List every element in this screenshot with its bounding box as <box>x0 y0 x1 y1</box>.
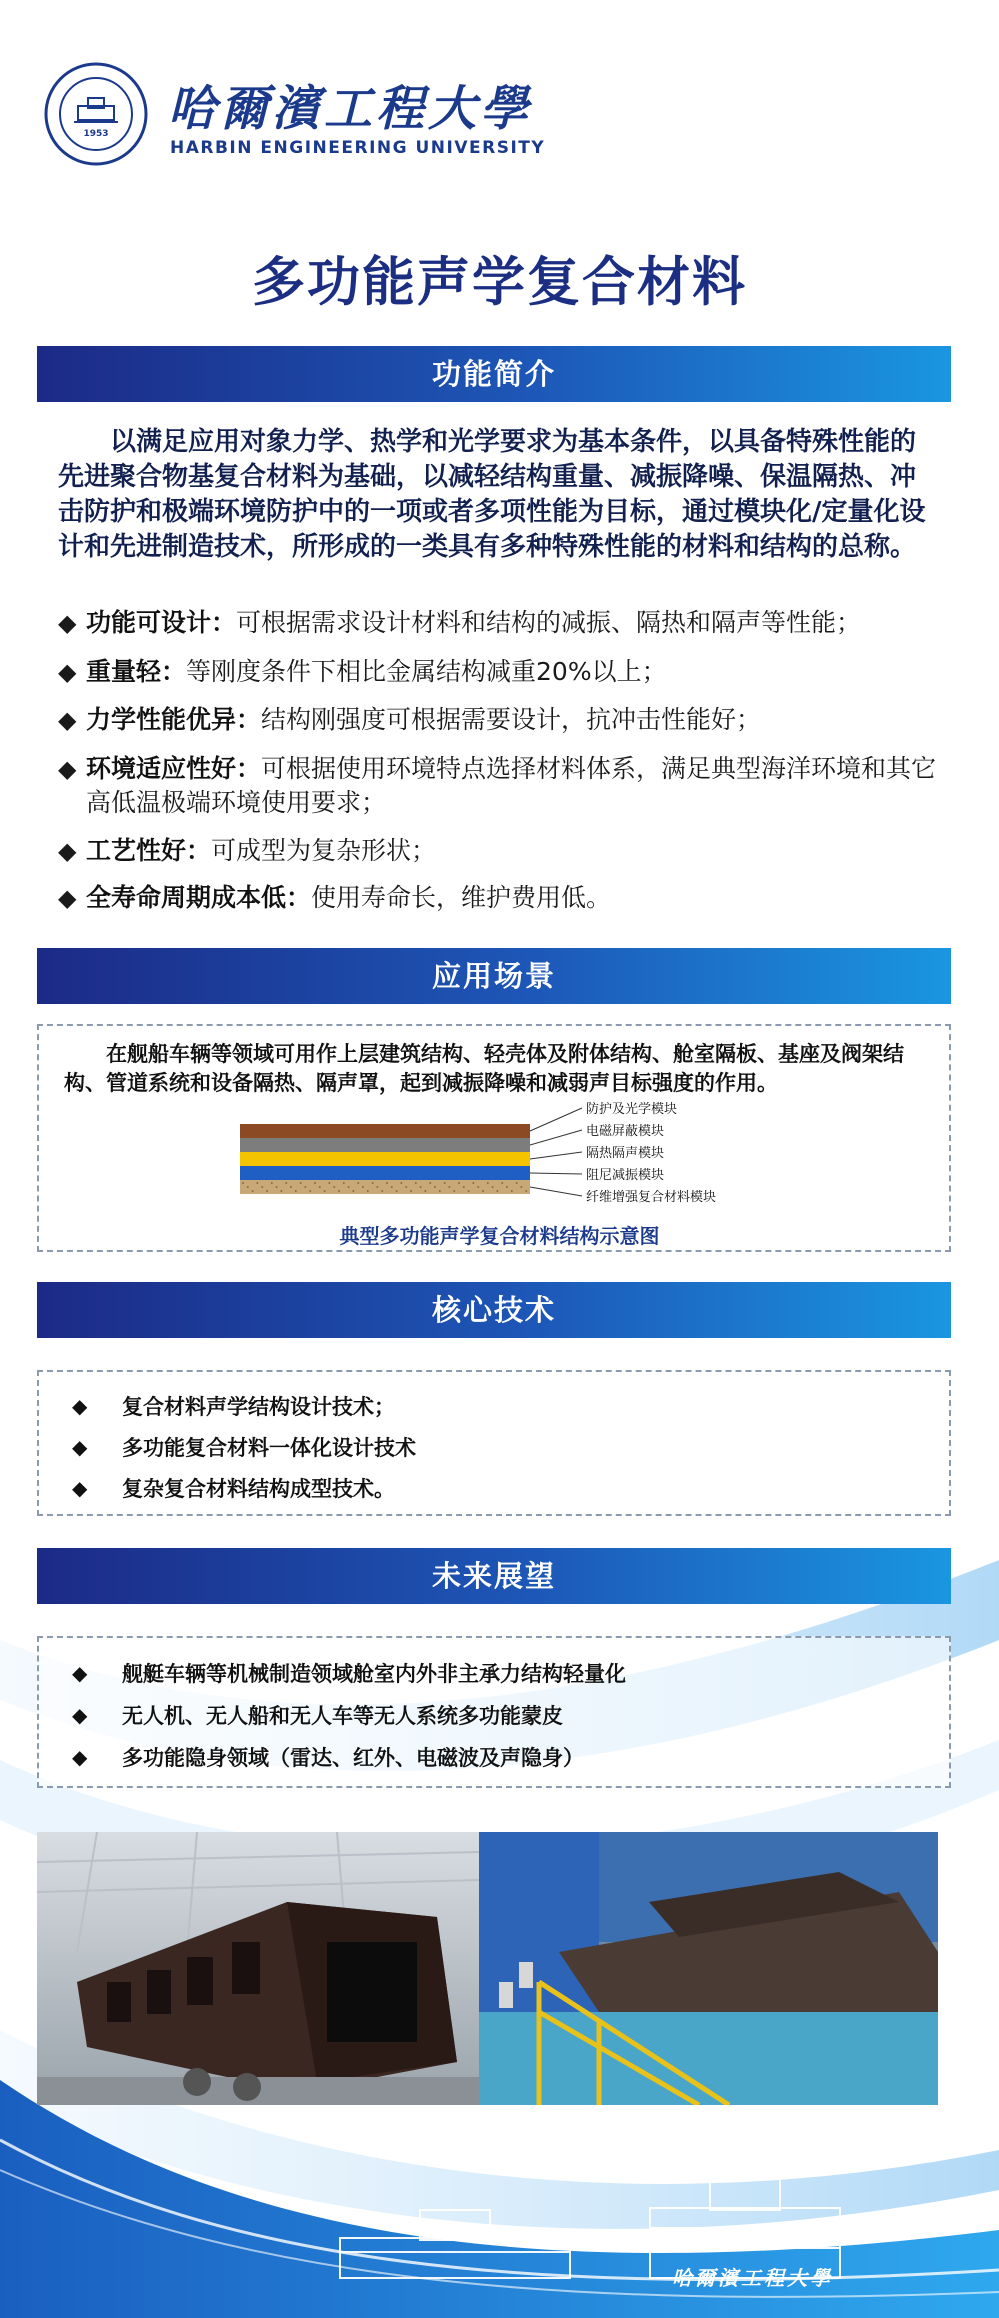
diamond-bullet-icon: ◆ <box>58 609 77 637</box>
future-item-text: 舰艇车辆等机械制造领域舱室内外非主承力结构轻量化 <box>122 1662 626 1686</box>
fiber-texture-dot <box>511 1190 513 1192</box>
future-item-text: 多功能隐身领域（雷达、红外、电磁波及声隐身） <box>122 1746 584 1770</box>
fiber-texture-dot <box>357 1182 359 1184</box>
fiber-texture-dot <box>300 1182 302 1184</box>
diamond-bullet-icon: ◆ <box>72 1476 88 1500</box>
core-item-text: 复合材料声学结构设计技术； <box>122 1395 395 1419</box>
train-car-photo <box>37 1832 479 2105</box>
fiber-texture-dot <box>242 1182 244 1184</box>
feature-item <box>58 834 958 868</box>
fiber-texture-dot <box>319 1186 321 1188</box>
fiber-texture-dot <box>420 1186 422 1188</box>
application-paragraph: 在舰船车辆等领域可用作上层建筑结构、轻壳体及附体结构、舱室隔板、基座及阀架结构、管道系统和设备隔热、隔声罩，起到减振降噪和减弱声目标强度的作用。 <box>64 1042 904 1095</box>
fiber-texture-dot <box>434 1186 436 1188</box>
fiber-texture-dot <box>429 1182 431 1184</box>
layer-leader-line <box>530 1108 582 1131</box>
section-heading-intro: 功能简介 <box>37 346 951 402</box>
feature-item <box>58 752 958 820</box>
fiber-texture-dot <box>261 1186 263 1188</box>
fiber-texture-dot <box>391 1186 393 1188</box>
fiber-texture-dot <box>477 1186 479 1188</box>
fiber-texture-dot <box>372 1182 374 1184</box>
fiber-texture-dot <box>256 1182 258 1184</box>
fiber-texture-dot <box>496 1190 498 1192</box>
feature-text: 可根据需求设计材料和结构的减振、隔热和隔声等性能； <box>236 608 862 637</box>
fiber-texture-dot <box>386 1182 388 1184</box>
feature-label: 功能可设计： <box>86 608 237 637</box>
fiber-texture-dot <box>338 1190 340 1192</box>
core-item <box>72 1432 416 1462</box>
fiber-texture-dot <box>333 1186 335 1188</box>
layer-band <box>240 1166 530 1180</box>
fiber-texture-dot <box>439 1190 441 1192</box>
fiber-texture-dot <box>295 1190 297 1192</box>
fiber-texture-dot <box>520 1186 522 1188</box>
fiber-texture-dot <box>506 1186 508 1188</box>
core-item <box>72 1473 395 1503</box>
fiber-texture-dot <box>458 1182 460 1184</box>
fiber-texture-dot <box>252 1190 254 1192</box>
diamond-bullet-icon: ◆ <box>72 1745 88 1769</box>
fiber-texture-dot <box>343 1182 345 1184</box>
fiber-texture-dot <box>309 1190 311 1192</box>
feature-label: 重量轻： <box>86 657 187 686</box>
feature-item <box>58 606 958 640</box>
university-seal-icon <box>44 62 148 166</box>
university-name-cn: 哈爾濱工程大學 <box>168 81 533 137</box>
fiber-texture-dot <box>266 1190 268 1192</box>
fiber-texture-dot <box>468 1190 470 1192</box>
feature-text: 使用寿命长，维护费用低。 <box>311 883 612 912</box>
fiber-texture-dot <box>472 1182 474 1184</box>
diamond-bullet-icon: ◆ <box>72 1394 88 1418</box>
core-item-text: 多功能复合材料一体化设计技术 <box>122 1436 416 1460</box>
fiber-texture-dot <box>525 1190 527 1192</box>
future-item-text: 无人机、无人船和无人车等无人系统多功能蒙皮 <box>122 1704 563 1728</box>
fiber-texture-dot <box>381 1190 383 1192</box>
feature-item <box>58 881 958 915</box>
feature-text: 可成型为复杂形状； <box>211 836 437 865</box>
seal-year: 1953 <box>83 129 109 139</box>
layer-label: 防护及光学模块 <box>586 1102 678 1117</box>
section-heading-core: 核心技术 <box>37 1282 951 1338</box>
feature-text: 结构刚强度可根据需要设计，抗冲击性能好； <box>261 705 762 734</box>
section-heading-future: 未来展望 <box>37 1548 951 1604</box>
diamond-bullet-icon: ◆ <box>58 755 77 783</box>
diamond-bullet-icon: ◆ <box>58 658 77 686</box>
feature-label: 力学性能优异： <box>86 705 262 734</box>
layer-band <box>240 1138 530 1152</box>
fiber-texture-dot <box>444 1182 446 1184</box>
fiber-texture-dot <box>410 1190 412 1192</box>
fiber-texture-dot <box>324 1190 326 1192</box>
fiber-texture-dot <box>314 1182 316 1184</box>
fiber-texture-dot <box>400 1182 402 1184</box>
fiber-texture-dot <box>424 1190 426 1192</box>
fiber-texture-dot <box>482 1190 484 1192</box>
core-item-text: 复杂复合材料结构成型技术。 <box>122 1477 395 1501</box>
fiber-texture-dot <box>276 1186 278 1188</box>
fiber-texture-dot <box>352 1190 354 1192</box>
feature-item <box>58 655 958 689</box>
diamond-bullet-icon: ◆ <box>72 1703 88 1727</box>
fiber-texture-dot <box>405 1186 407 1188</box>
fiber-texture-dot <box>362 1186 364 1188</box>
diagram-caption: 典型多功能声学复合材料结构示意图 <box>339 1224 660 1248</box>
section-heading-application: 应用场景 <box>37 948 951 1004</box>
fiber-texture-dot <box>463 1186 465 1188</box>
future-item <box>72 1658 626 1688</box>
feature-text: 等刚度条件下相比金属结构减重20%以上； <box>186 657 667 686</box>
university-name-en: HARBIN ENGINEERING UNIVERSITY <box>170 138 546 158</box>
fiber-texture-dot <box>348 1186 350 1188</box>
fiber-texture-dot <box>285 1182 287 1184</box>
fiber-texture-dot <box>492 1186 494 1188</box>
footer-university-logo: 哈爾濱工程大學 <box>672 2266 833 2290</box>
layer-band <box>240 1152 530 1166</box>
fiber-texture-dot <box>501 1182 503 1184</box>
feature-text: 可根据使用环境特点选择材料体系，满足典型海洋环境和其它高低温极端环境使用要求； <box>86 754 937 817</box>
page-title: 多功能声学复合材料 <box>252 252 747 313</box>
fiber-texture-dot <box>328 1182 330 1184</box>
fiber-texture-dot <box>290 1186 292 1188</box>
diamond-bullet-icon: ◆ <box>72 1661 88 1685</box>
fiber-texture-dot <box>280 1190 282 1192</box>
composite-layers-diagram <box>240 1100 760 1220</box>
diamond-bullet-icon: ◆ <box>58 884 77 912</box>
fiber-texture-dot <box>396 1190 398 1192</box>
layer-label: 阻尼减振模块 <box>586 1168 665 1183</box>
layer-band <box>240 1124 530 1138</box>
layer-label: 隔热隔声模块 <box>586 1146 665 1161</box>
diamond-bullet-icon: ◆ <box>58 837 77 865</box>
fiber-texture-dot <box>453 1190 455 1192</box>
feature-label: 工艺性好： <box>86 836 212 865</box>
layer-band <box>240 1180 530 1194</box>
fiber-texture-dot <box>367 1190 369 1192</box>
layer-leader-line <box>530 1130 582 1145</box>
layer-label: 电磁屏蔽模块 <box>586 1124 665 1139</box>
layer-label: 纤维增强复合材料模块 <box>586 1190 717 1205</box>
feature-item <box>58 703 958 737</box>
fiber-texture-dot <box>516 1182 518 1184</box>
diamond-bullet-icon: ◆ <box>58 706 77 734</box>
feature-label: 全寿命周期成本低： <box>86 883 312 912</box>
fiber-texture-dot <box>415 1182 417 1184</box>
feature-label: 环境适应性好： <box>86 754 262 783</box>
fiber-texture-dot <box>247 1186 249 1188</box>
layer-leader-line <box>530 1173 582 1174</box>
layer-leader-line <box>530 1187 582 1196</box>
fiber-texture-dot <box>304 1186 306 1188</box>
future-item <box>72 1742 584 1772</box>
boat-hull-photo <box>479 1832 938 2105</box>
fiber-texture-dot <box>448 1186 450 1188</box>
layer-leader-line <box>530 1152 582 1159</box>
diamond-bullet-icon: ◆ <box>72 1435 88 1459</box>
fiber-texture-dot <box>271 1182 273 1184</box>
core-item <box>72 1391 395 1421</box>
fiber-texture-dot <box>487 1182 489 1184</box>
fiber-texture-dot <box>376 1186 378 1188</box>
intro-paragraph: 以满足应用对象力学、热学和光学要求为基本条件，以具备特殊性能的先进聚合物基复合材料为基础，以减轻结构重量、减振降噪、保温隔热、冲击防护和极端环境防护中的一项或者多项性能为目标，通过模块化/定量化设计和先进制造技术，所形成的一类具有多种特殊性能的材料和结构的总称。 <box>58 427 926 562</box>
future-item <box>72 1700 563 1730</box>
